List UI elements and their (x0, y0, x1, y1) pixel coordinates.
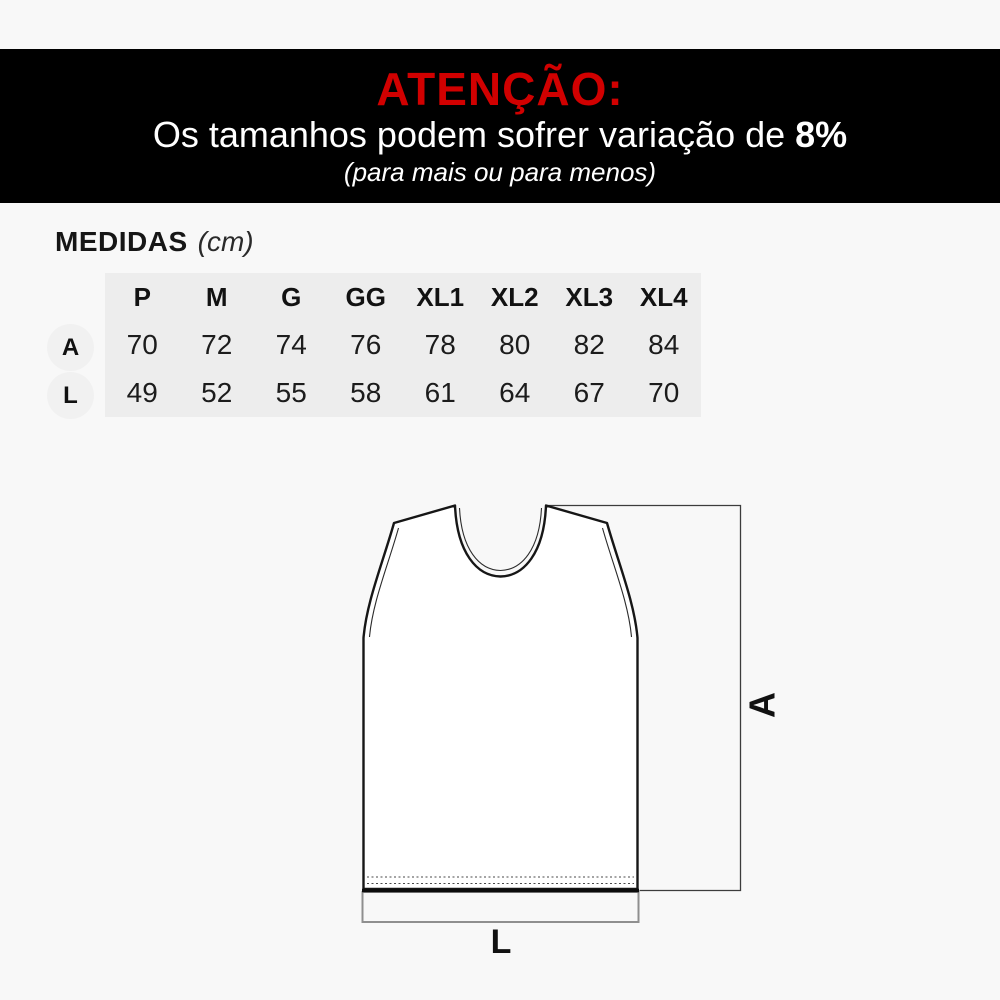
tank-top-diagram (330, 480, 790, 980)
banner-title: ATENÇÃO: (376, 62, 624, 115)
size-table (105, 273, 701, 417)
height-dimension-label: A (741, 692, 783, 718)
tank-top-outline (364, 506, 638, 890)
table-cell-l-gg: 58 (350, 377, 382, 408)
table-cell-l-xl1: 61 (424, 377, 456, 408)
column-header-m: M (205, 281, 228, 312)
width-dimension-label: L (490, 923, 512, 961)
column-header-g: G (281, 281, 302, 312)
row-label-width: L (47, 372, 94, 419)
column-header-xl2: XL2 (490, 281, 539, 312)
banner-subtitle (152, 113, 848, 155)
column-header-gg: GG (345, 281, 386, 312)
column-header-p: P (133, 281, 151, 312)
table-cell-l-xl4: 70 (648, 377, 680, 408)
table-cell-l-m: 52 (201, 377, 233, 408)
column-header-xl4: XL4 (639, 281, 688, 312)
table-cell-l-g: 55 (275, 377, 307, 408)
width-dimension-bracket (363, 892, 639, 922)
row-label-height: A (47, 324, 94, 371)
column-header-xl3: XL3 (565, 281, 614, 312)
table-cell-a-xl1: 78 (424, 329, 456, 360)
table-cell-a-p: 70 (126, 329, 158, 360)
banner-note: (para mais ou para menos) (343, 156, 657, 187)
section-unit: (cm) (197, 226, 254, 257)
banner-subtitle-text: Os tamanhos podem sofrer variação de (152, 113, 796, 155)
table-cell-a-g: 74 (275, 329, 307, 360)
table-cell-a-gg: 76 (350, 329, 382, 360)
table-cell-a-xl3: 82 (573, 329, 605, 360)
section-title: MEDIDAS (55, 226, 188, 257)
table-cell-l-xl3: 67 (573, 377, 605, 408)
banner-subtitle-percentage: 8% (795, 113, 848, 155)
table-cell-a-xl4: 84 (648, 329, 680, 360)
table-cell-l-xl2: 64 (499, 377, 531, 408)
table-cell-l-p: 49 (126, 377, 158, 408)
section-heading (55, 226, 254, 258)
column-header-xl1: XL1 (416, 281, 465, 312)
table-cell-a-m: 72 (201, 329, 233, 360)
warning-banner (0, 49, 1000, 203)
table-cell-a-xl2: 80 (499, 329, 531, 360)
